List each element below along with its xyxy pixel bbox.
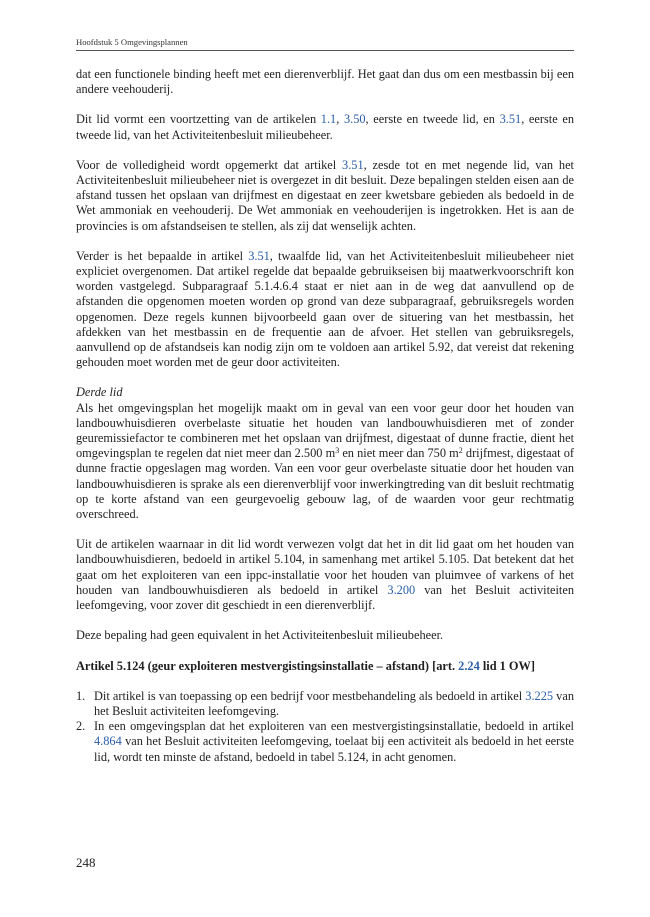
artikel-list	[76, 689, 574, 765]
link-artikel-3-50[interactable]: 3.50	[343, 112, 366, 127]
link-artikel-3-200[interactable]: 3.200	[387, 582, 416, 597]
artikel-heading: Artikel 5.124 (geur exploiteren mestvergistingsinstallatie – afstand) [art. 2.24 lid 1 OW]	[76, 658, 535, 673]
running-header	[76, 37, 574, 51]
link-artikel-3-51[interactable]: 3.51	[342, 157, 364, 172]
paragraph-derde-lid: Als het omgevingsplan het mogelijk maakt om in geval van een voor geur door het houden van landbouwhuisdieren overbelaste situatie het houden van landbouwhuisdieren met of zonder geuremissiefactor te combineren met het opslaan van drijfmest, digestaat of dunne fractie, dient het omgevingsplan te regelen dat niet meer dan 2.500 $m^3$ en niet meer dan 750 $m^2$ drijfmest, digestaat of dunne fractie opgeslagen mag worden. Van een voor geur overbelaste situatie door het houden van landbouwhuisdieren is sprake als een dierenverblijf voor inwerkingtreding van dit besluit rechtmatig op te korte afstand van een geurgevoelig gebouw lag, of de waarden voor geur rechtmatig overschreed.	[76, 400, 574, 522]
link-artikel-2-24[interactable]: 2.24	[458, 658, 480, 673]
paragraph-7: Deze bepaling had geen equivalent in het Activiteitenbesluit milieubeheer.	[76, 628, 444, 643]
paragraph-4: Verder is het bepaalde in artikel 3.51, twaalfde lid, van het Activiteitenbesluit milieubeheer niet expliciet overgenomen. Dat artikel regelde dat bepaalde gebruikseisen bij maatwerkvoorschrift kon worden vastgelegd. Subparagraaf 5.1.4.6.4 staat er niet aan in de weg dat aanvullend op de afstanden die opgenomen moeten worden op grond van deze subparagraaf, gebruiksregels worden opgenomen. Deze regels kunnen bijvoorbeeld gaan over de situering van het mestbassin, het afdekken van het mestbassin en de frequentie aan de afvoer. Het stellen van gebruiksregels, aanvullend op de afstandseis kan nodig zijn om te voldoen aan artikel 5.92, dat vereist dat rekening gehouden moet worden met de geur door activiteiten.	[76, 248, 574, 370]
paragraph-6: Uit de artikelen waarnaar in dit lid wordt verwezen volgt dat het in dit lid gaat om het houden van landbouwhuisdieren, bedoeld in artikel 5.104, in samenhang met artikel 5.105. Dat betekent dat het gaat om het exploiteren van een ippc-installatie voor het houden van pluimvee of varkens of het houden van landbouwhuisdieren als bedoeld in artikel 3.200 van het Besluit activiteiten leefomgeving, voor zover dit geschiedt in een dierenverblijf.	[76, 537, 575, 613]
chapter-title: Hoofdstuk 5 Omgevingsplannen	[76, 37, 188, 47]
link-artikel-3-51[interactable]: 3.51	[248, 248, 270, 263]
paragraph-3: Voor de volledigheid wordt opgemerkt dat artikel 3.51, zesde tot en met negende lid, van het Activiteitenbesluit milieubeheer niet is overgezet in dit besluit. Deze bepalingen stelden eisen aan de afstand tussen het opslaan van drijfmest en digestaat en zeer kwetsbare gebieden als bedoeld in de Wet ammoniak en veehouderij. De Wet ammoniak en veehouderijen is ingetrokken. Het is aan de provincies is om afstandseisen te stellen, als zij dat wenselijk achten.	[76, 157, 574, 233]
page-number: 248	[76, 855, 96, 870]
link-artikel-3-225[interactable]: 3.225	[525, 688, 554, 703]
section-heading-derde-lid: Derde lid	[76, 385, 123, 400]
list-item: 2. In een omgevingsplan dat het exploiteren van een mestvergistingsinstallatie, bedoeld in artikel 4.864 van het Besluit activiteiten leefomgeving, toelaat bij een activiteit als bedoeld in het eerste lid, wordt ten minste de afstand, bedoeld in tabel 5.124, in acht genomen.	[76, 719, 574, 764]
link-artikel-4-864[interactable]: 4.864	[94, 734, 122, 749]
link-artikel-1-1[interactable]: 1.1	[320, 112, 337, 127]
link-artikel-3-51[interactable]: 3.51	[499, 112, 522, 127]
main-content	[76, 67, 574, 765]
list-item: 1. Dit artikel is van toepassing op een bedrijf voor mestbehandeling als bedoeld in artikel 3.225 van het Besluit activiteiten leefomgeving.	[76, 688, 574, 718]
paragraph-1: dat een functionele binding heeft met een dierenverblijf. Het gaat dan dus om een mestbassin bij een andere veehouderij.	[76, 67, 574, 97]
paragraph-2: Dit lid vormt een voortzetting van de artikelen 1.1, 3.50, eerste en tweede lid, en 3.51, eerste en tweede lid, van het Activiteitenbesluit milieubeheer.	[76, 112, 574, 142]
